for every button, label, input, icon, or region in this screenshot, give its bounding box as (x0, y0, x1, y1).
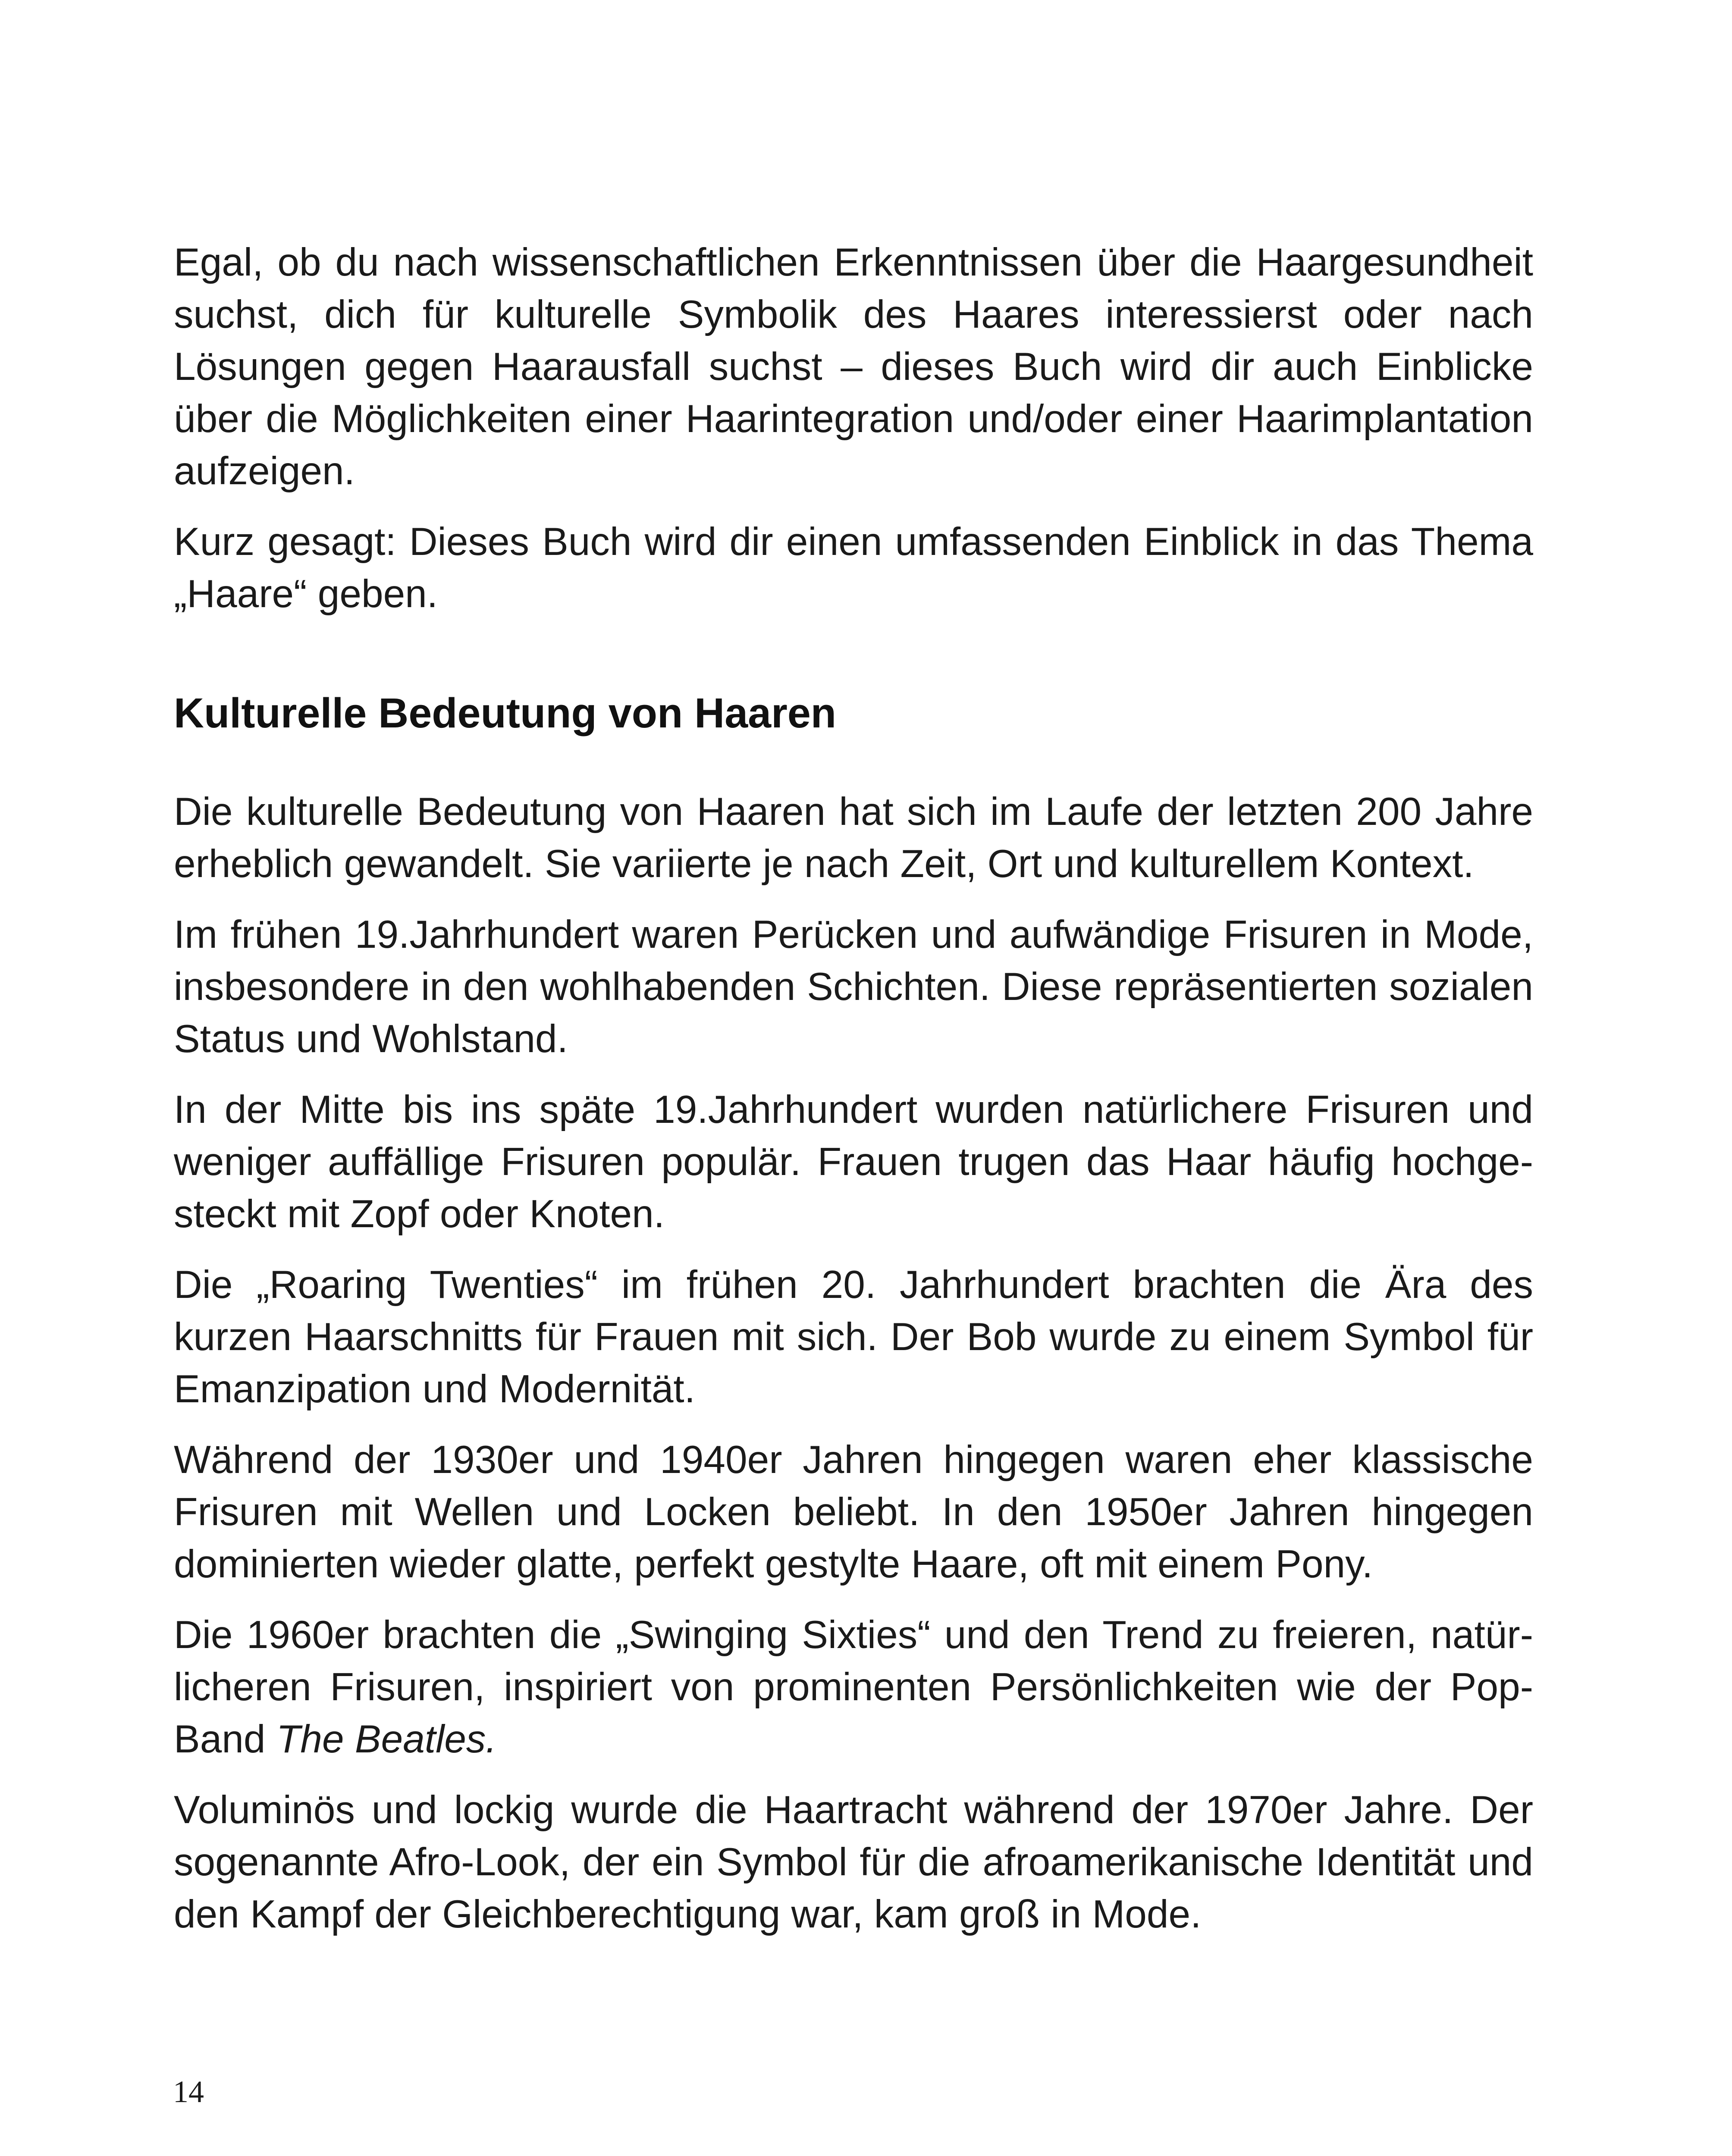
section-paragraph-1: Die kulturelle Bedeutung von Haaren hat sich im Laufe der letzten 200 Jahre erheblich gewandelt. Sie variierte je nach Zeit, Ort und kulturellem Kontext. (174, 790, 1533, 886)
intro-paragraph-1: Egal, ob du nach wissenschaftlichen Erkenntnissen über die Haargesundheit suchst, dich für kulturelle Symbolik des Haares interessierst oder nach Lösungen gegen Haarausfall suchst – dieses Buch wird dir auch Einblicke über die Möglichkeiten einer Haarintegration und/oder einer Haarimplantation aufzeigen. (174, 241, 1533, 493)
section-paragraph-2: Im frühen 19.Jahrhundert waren Perücken und aufwändige Frisuren in Mode, insbesondere in den wohlhabenden Schichten. Diese repräsentierten sozialen Status und Wohlstand. (174, 913, 1533, 1061)
section-paragraph-4: Die „Roaring Twenties“ im frühen 20. Jahrhundert brachten die Ära des kurzen Haarschnitts für Frauen mit sich. Der Bob wurde zu einem Symbol für Emanzipation und Modernität. (174, 1263, 1533, 1411)
section-paragraph-7: Voluminös und lockig wurde die Haartracht während der 1970er Jahre. Der sogenannte Afro-Look, der ein Symbol für die afroamerikanische Identität und den Kampf der Gleichberechtigung war, kam groß in Mode. (174, 1788, 1533, 1936)
section-paragraph-5: Während der 1930er und 1940er Jahren hingegen waren eher klassische Frisuren mit Wellen und Locken beliebt. In den 1950er Jahren hingegen dominierten wieder glatte, perfekt gestylte Haare, oft mit einem Pony. (174, 1438, 1533, 1586)
band-name-italic: The Beatles. (276, 1717, 497, 1761)
page-number: 14 (173, 2075, 204, 2109)
section-paragraph-6 (174, 1609, 1533, 1765)
body-text (174, 236, 1533, 1959)
section-heading: Kulturelle Bedeutung von Haaren (174, 689, 837, 736)
section-paragraph-3: In der Mitte bis ins späte 19.Jahrhundert wurden natürlichere Frisuren und weniger auffällige Frisuren populär. Frauen trugen das Haar häufig hochgesteckt mit Zopf oder Knoten. (174, 1088, 1533, 1236)
intro-paragraph-2: Kurz gesagt: Dieses Buch wird dir einen umfassenden Einblick in das Thema „Haare“ geben. (174, 520, 1533, 616)
paragraph-6-text: Die 1960er brachten die „Swinging Sixties“ und den Trend zu freieren, natürlicheren Frisuren, inspiriert von prominenten Persönlichkeiten wie der Pop-Band (174, 1613, 1533, 1761)
